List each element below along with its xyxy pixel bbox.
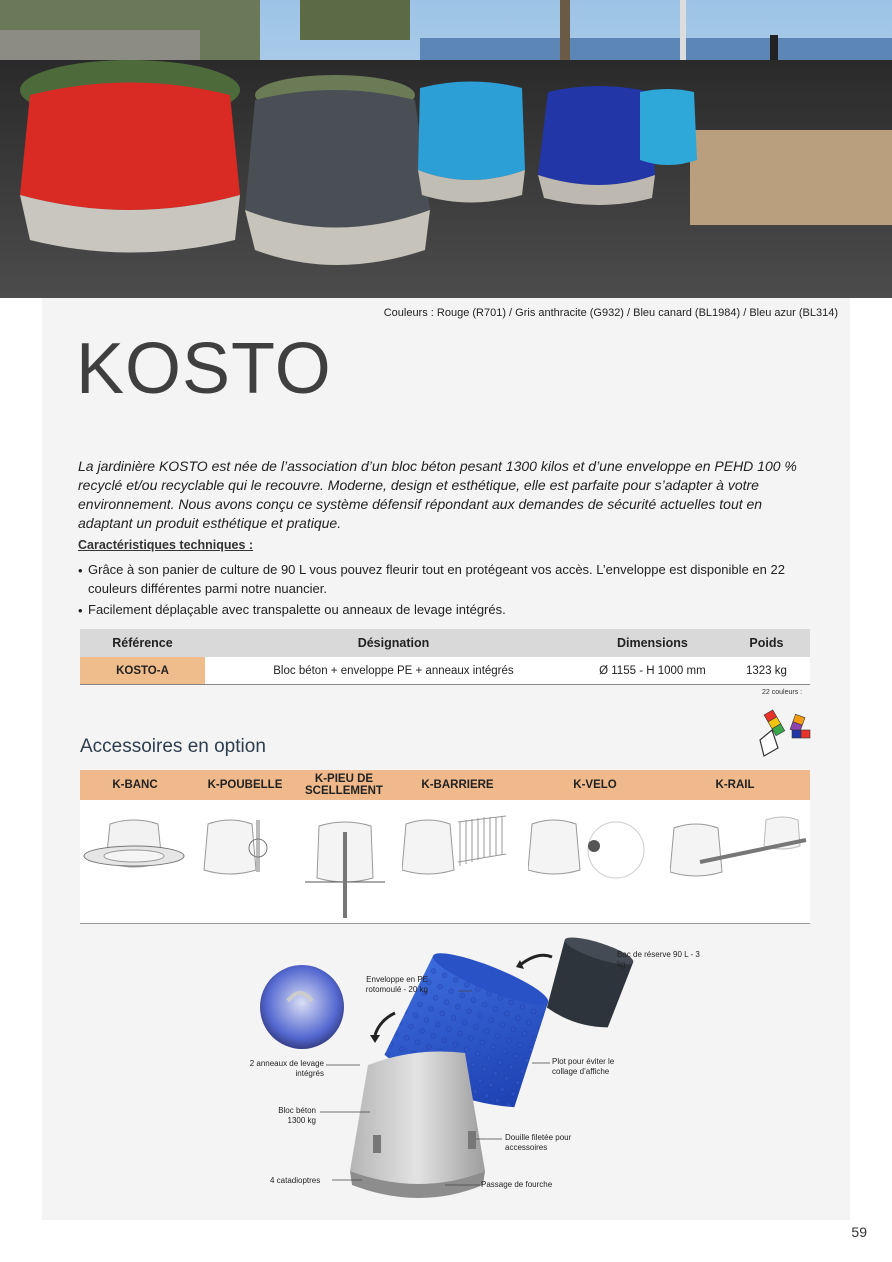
- accessories-heading: Accessoires en option: [80, 736, 266, 757]
- concrete-block: [350, 1052, 485, 1199]
- hero-photo: [0, 0, 892, 298]
- reference-table: [80, 629, 810, 685]
- cell-designation: Bloc béton + enveloppe PE + anneaux intégrés: [205, 657, 582, 685]
- table-header-row: [80, 629, 810, 657]
- cell-dimensions: Ø 1155 - H 1000 mm: [582, 657, 723, 685]
- table-row: [80, 657, 810, 685]
- zoom-ring-detail: [260, 965, 344, 1049]
- exploded-diagram: [240, 935, 700, 1210]
- header-dimensions: Dimensions: [582, 629, 723, 657]
- accessory-label-pieu: K-PIEU DE SCELLEMENT: [305, 773, 383, 797]
- header-designation: Désignation: [205, 629, 582, 657]
- label-envelope: Enveloppe en PE rotomoulé - 20 kg: [365, 975, 428, 994]
- tech-specs-heading: Caractéristiques techniques :: [78, 538, 254, 552]
- spec-bullet: • Grâce à son panier de culture de 90 L vous pouvez fleurir tout en protégeant vos accès. L’enveloppe est disponible en 22 couleurs différentes parmi notre nuancier.: [78, 560, 808, 598]
- accessory-label-banc: K-BANC: [112, 779, 158, 791]
- cell-reference: KOSTO-A: [80, 657, 205, 685]
- label-reflectors: 4 catadioptres: [270, 1176, 321, 1185]
- label-lifting-rings: 2 anneaux de levage intégrés: [249, 1059, 324, 1078]
- accessory-label-poubelle: K-POUBELLE: [207, 779, 283, 791]
- page-number: 59: [851, 1224, 867, 1240]
- barrier-accessory-drawing: [402, 812, 510, 882]
- color-swatch-icon: [752, 700, 814, 758]
- trash-accessory-drawing: [202, 812, 292, 882]
- label-concrete-block: Bloc béton 1300 kg: [278, 1106, 316, 1125]
- label-poster-stud: Plot pour éviter le collage d’affiche: [552, 1057, 615, 1076]
- swatch-caption: 22 couleurs :: [762, 689, 803, 696]
- header-weight: Poids: [723, 629, 810, 657]
- label-threaded-socket: Douille filetée pour accessoires: [505, 1133, 572, 1152]
- accessory-label-barriere: K-BARRIERE: [421, 779, 494, 791]
- accessory-label-velo: K-VELO: [573, 779, 617, 791]
- accessory-label-rail: K-RAIL: [715, 779, 755, 791]
- rail-accessory-drawing: [670, 812, 808, 882]
- cell-weight: 1323 kg: [723, 657, 810, 685]
- product-title: KOSTO: [76, 329, 332, 409]
- intro-paragraph: La jardinière KOSTO est née de l’association d’un bloc béton pesant 1300 kilos et d’une enveloppe en PEHD 100 % recyclé et/ou recyclable qui le recouvre. Moderne, design et esthétique, elle est parfaite pour s’adapter à votre environnement. Nous avons conçu ce système défensif répondant aux demandes de sécurité actuelles tout en adaptant un produit esthétique et pratique.: [78, 458, 797, 531]
- bike-rack-accessory-drawing: [528, 812, 648, 882]
- header-reference: Référence: [80, 629, 205, 657]
- bench-accessory-drawing: [82, 812, 186, 882]
- label-fork-passage: Passage de fourche: [481, 1180, 553, 1189]
- ground-stake-accessory-drawing: [305, 812, 385, 920]
- spec-bullet: • Facilement déplaçable avec transpalette ou anneaux de levage intégrés.: [78, 600, 808, 619]
- label-reserve-tank: Bac de réserve 90 L - 3 kg: [617, 950, 700, 969]
- accessories-header-row: [80, 770, 810, 800]
- accessories-images-row: [80, 800, 810, 924]
- colors-caption: Couleurs : Rouge (R701) / Gris anthracite (G932) / Bleu canard (BL1984) / Bleu azur (BL314): [383, 307, 838, 319]
